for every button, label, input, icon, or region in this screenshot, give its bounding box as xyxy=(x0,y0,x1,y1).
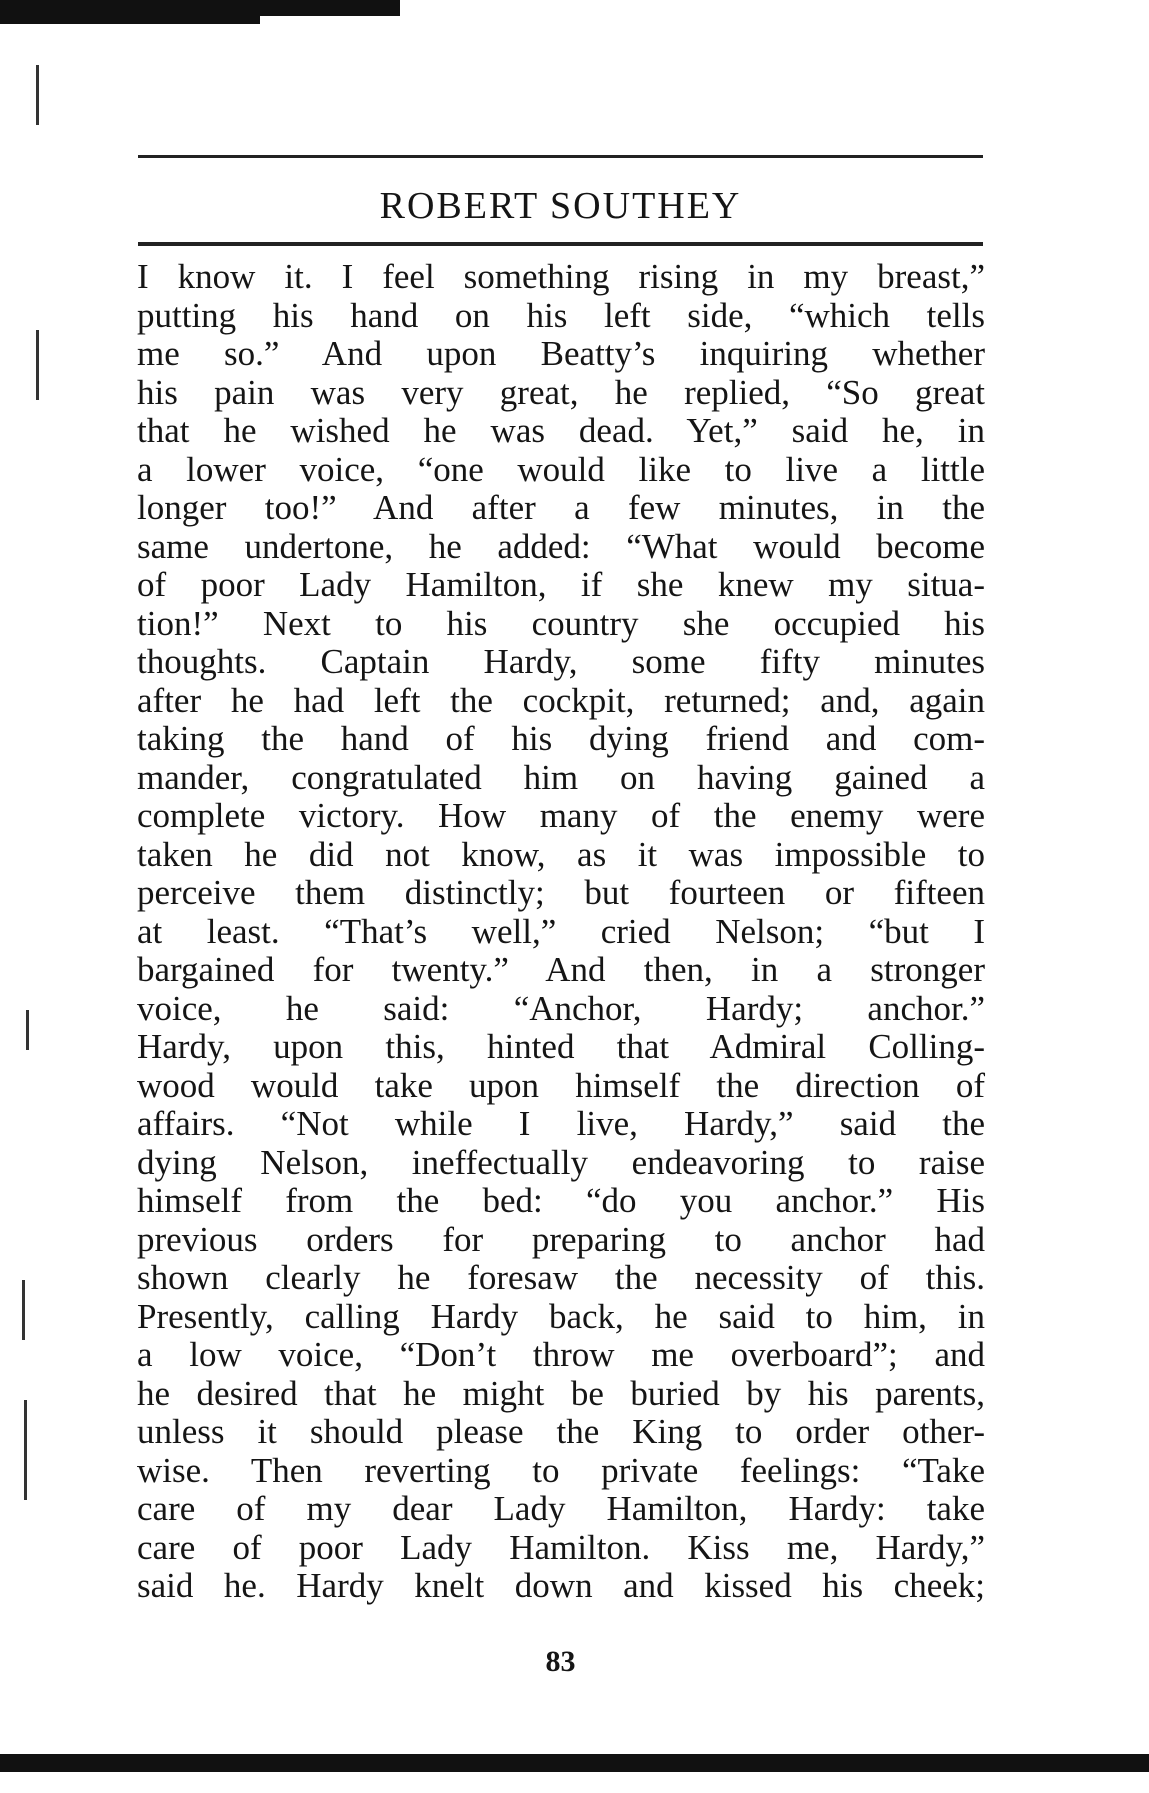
text-line: of poor Lady Hamilton, if she knew my situa- xyxy=(137,565,985,604)
text-line: same undertone, he added: “What would become xyxy=(137,526,985,566)
text-line: care of poor Lady Hamilton. Kiss me, Hardy,” xyxy=(137,1527,985,1567)
text-line: bargained for twenty.” And then, in a stronger xyxy=(137,950,985,989)
text-line: care of my dear Lady Hamilton, Hardy: take xyxy=(137,1489,985,1528)
scan-margin-mark xyxy=(24,1400,27,1500)
text-line: dying Nelson, ineffectually endeavoring to raise xyxy=(137,1142,985,1182)
text-line: complete victory. How many of the enemy were xyxy=(137,796,985,835)
text-line: mander, congratulated him on having gained a xyxy=(137,757,985,797)
text-line: himself from the bed: “do you anchor.” His xyxy=(137,1181,985,1220)
text-line: longer too!” And after a few minutes, in the xyxy=(137,488,985,527)
text-line: wise. Then reverting to private feelings: “Take xyxy=(137,1450,985,1490)
scan-margin-mark xyxy=(36,330,39,400)
text-line: Hardy, upon this, hinted that Admiral Colling- xyxy=(137,1027,985,1066)
text-line: wood would take upon himself the direction of xyxy=(137,1065,985,1105)
scan-margin-mark xyxy=(22,1280,25,1340)
text-line: Presently, calling Hardy back, he said to him, in xyxy=(137,1296,985,1336)
text-line: shown clearly he foresaw the necessity of this. xyxy=(137,1258,985,1297)
text-line: said he. Hardy knelt down and kissed his cheek; xyxy=(137,1566,985,1605)
text-line: me so.” And upon Beatty’s inquiring whether xyxy=(137,334,985,373)
text-line: thoughts. Captain Hardy, some fifty minutes xyxy=(137,642,985,681)
text-line: unless it should please the King to order other- xyxy=(137,1412,985,1451)
text-line: that he wished he was dead. Yet,” said he, in xyxy=(137,411,985,450)
text-line: a lower voice, “one would like to live a little xyxy=(137,449,985,489)
body-text xyxy=(137,258,985,1606)
text-line: tion!” Next to his country she occupied his xyxy=(137,603,985,643)
text-line: a low voice, “Don’t throw me overboard”; and xyxy=(137,1335,985,1374)
scan-edge-bar-top-thin xyxy=(0,16,260,24)
text-line: he desired that he might be buried by his parents, xyxy=(137,1373,985,1413)
text-line: perceive them distinctly; but fourteen or fifteen xyxy=(137,873,985,912)
scan-edge-bar-bottom xyxy=(0,1754,1149,1772)
header-rule-top xyxy=(138,155,983,158)
text-line: at least. “That’s well,” cried Nelson; “but I xyxy=(137,911,985,951)
scan-margin-mark xyxy=(36,65,39,125)
text-line: putting his hand on his left side, “which tells xyxy=(137,295,985,335)
text-line: his pain was very great, he replied, “So great xyxy=(137,372,985,412)
text-line: affairs. “Not while I live, Hardy,” said the xyxy=(137,1104,985,1143)
running-head: ROBERT SOUTHEY xyxy=(379,185,742,227)
header-rule-bottom xyxy=(138,242,983,246)
text-line: voice, he said: “Anchor, Hardy; anchor.” xyxy=(137,988,985,1028)
text-line: taking the hand of his dying friend and com- xyxy=(137,719,985,758)
scan-margin-mark xyxy=(26,1010,29,1050)
text-line: after he had left the cockpit, returned; and, again xyxy=(137,680,985,720)
text-line: taken he did not know, as it was impossible to xyxy=(137,834,985,874)
text-line: previous orders for preparing to anchor had xyxy=(137,1219,985,1259)
text-line: I know it. I feel something rising in my breast,” xyxy=(137,257,985,296)
page-number: 83 xyxy=(545,1645,576,1678)
scan-edge-bar-top xyxy=(0,0,400,16)
